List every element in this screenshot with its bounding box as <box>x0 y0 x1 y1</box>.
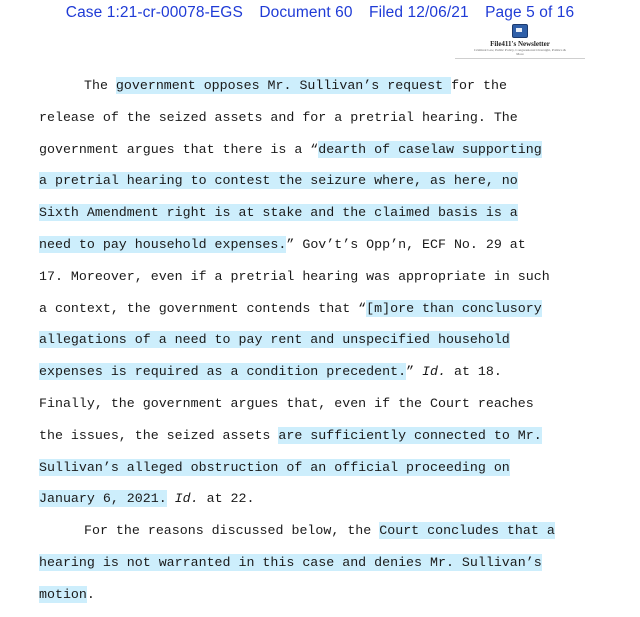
text-segment: for the <box>451 78 507 93</box>
text-segment: Id. <box>422 364 446 380</box>
highlighted-text: Sullivan’s alleged obstruction of an official proceeding on <box>39 459 510 475</box>
text-segment: at 22. <box>198 491 255 507</box>
text-line <box>39 452 599 484</box>
newsletter-logo <box>470 24 570 59</box>
text-segment: Finally, the government argues that, even if the Court reaches <box>39 395 534 411</box>
text-line <box>39 483 599 515</box>
highlighted-text: dearth of caselaw supporting <box>318 141 542 157</box>
case-header <box>0 4 640 22</box>
filed-date: Filed 12/06/21 <box>369 4 469 21</box>
text-segment: government argues that there is a “ <box>39 141 319 157</box>
text-segment: the issues, the seized assets <box>39 427 279 443</box>
document-body <box>39 70 599 611</box>
text-line <box>39 356 599 388</box>
text-line <box>39 165 599 197</box>
text-line <box>39 293 599 325</box>
highlighted-text: expenses is required as a condition precedent. <box>39 364 407 380</box>
text-segment: Id. <box>174 491 199 507</box>
newsletter-tagline: Criminal Law, Public Policy, Congressional Oversight, Politics & More <box>474 48 566 56</box>
text-segment: For the reasons discussed below, the <box>84 523 380 539</box>
highlighted-text: January 6, 2021. <box>39 491 167 507</box>
page-number: Page 5 of 16 <box>485 4 575 21</box>
highlighted-text: motion <box>39 586 87 602</box>
paragraph-1 <box>39 70 599 515</box>
text-line <box>39 420 599 452</box>
text-line <box>39 197 599 229</box>
highlighted-text: are sufficiently connected to Mr. <box>278 427 542 443</box>
highlighted-text: government opposes Mr. Sullivan’s request <box>115 78 452 93</box>
case-number: Case 1:21-cr-00078-EGS <box>65 4 243 21</box>
text-line <box>39 515 599 547</box>
text-line <box>39 70 599 102</box>
text-line <box>39 579 599 611</box>
text-line <box>39 324 599 356</box>
text-line <box>39 388 599 420</box>
text-segment: release of the seized assets and for a pretrial hearing. The <box>39 109 518 125</box>
text-segment: a context, the government contends that “ <box>39 300 367 316</box>
highlighted-text: need to pay household expenses. <box>39 236 287 252</box>
text-segment: . <box>86 586 95 602</box>
text-line <box>39 102 599 134</box>
logo-divider <box>455 58 585 59</box>
paragraph-2 <box>39 515 599 610</box>
text-line <box>39 261 599 293</box>
text-segment: The <box>84 78 116 93</box>
text-line <box>39 134 599 166</box>
text-segment <box>167 491 175 506</box>
highlighted-text: Court concludes that a <box>379 523 555 539</box>
highlighted-text: a pretrial hearing to contest the seizure where, as here, no <box>39 173 518 189</box>
newsletter-name: File411's Newsletter <box>490 40 550 48</box>
text-segment: at 18. <box>445 364 502 380</box>
document-number: Document 60 <box>259 4 353 21</box>
highlighted-text: Sixth Amendment right is at stake and the claimed basis is a <box>39 205 518 221</box>
highlighted-text: allegations of a need to pay rent and unspecified household <box>39 332 510 348</box>
monitor-icon <box>512 24 528 38</box>
text-segment: ” Gov’t’s Opp’n, ECF No. 29 at <box>286 236 526 252</box>
highlighted-text: hearing is not warranted in this case and denies Mr. Sullivan’s <box>39 554 542 570</box>
text-line <box>39 547 599 579</box>
highlighted-text: [m]ore than conclusory <box>366 300 542 316</box>
text-segment: ” <box>406 364 423 380</box>
text-segment: 17. Moreover, even if a pretrial hearing was appropriate in such <box>39 268 550 284</box>
text-line <box>39 229 599 261</box>
